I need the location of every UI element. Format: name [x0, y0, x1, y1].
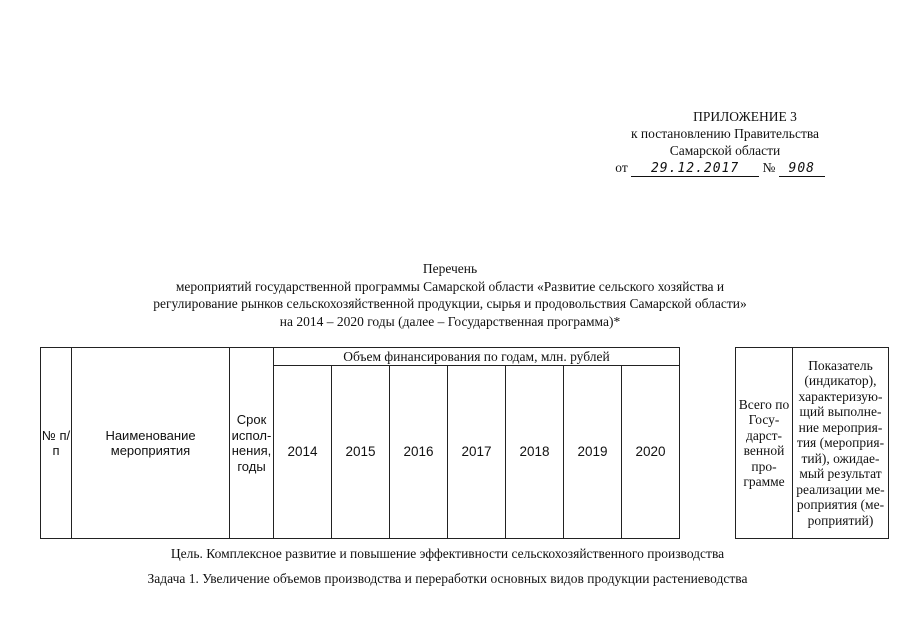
title-line-2: мероприятий государственной программы Самарской области «Развитие сельского хозяйства и	[175, 278, 725, 294]
appendix-region-line: Самарской области	[669, 143, 781, 158]
measures-table	[40, 347, 889, 539]
header-year: 2015	[332, 366, 390, 539]
goal-heading: Цель. Комплексное развитие и повышение эффективности сельскохозяйственного производства	[170, 546, 725, 561]
header-number: № п/п	[41, 348, 72, 539]
header-total: Всего по Госу-дарст-венной про-грамме	[736, 348, 793, 539]
appendix-header	[560, 108, 890, 177]
title-line-3: регулирование рынков сельскохозяйственной продукции, сырья и продовольствия Самарской области»	[153, 296, 747, 311]
header-year: 2017	[448, 366, 506, 539]
handwritten-date: 29.12.2017	[631, 162, 759, 177]
appendix-date-number-line	[550, 159, 890, 177]
title-line-1: Перечень	[422, 261, 478, 276]
header-term: Срок испол-нения, годы	[230, 348, 274, 539]
appendix-resolution-line: к постановлению Правительства	[630, 126, 820, 141]
header-name: Наименование мероприятия	[72, 348, 230, 539]
date-prefix: от	[615, 160, 628, 175]
header-year: 2019	[564, 366, 622, 539]
appendix-title: ПРИЛОЖЕНИЕ 3	[693, 109, 797, 124]
title-line-4: на 2014 – 2020 годы (далее – Государственная программа)*	[279, 313, 621, 329]
handwritten-number: 908	[779, 162, 825, 177]
task-heading: Задача 1. Увеличение объемов производства и переработки основных видов продукции растениеводства	[147, 571, 748, 586]
header-gap	[680, 348, 736, 539]
header-year: 2016	[390, 366, 448, 539]
header-year: 2020	[622, 366, 680, 539]
header-year: 2018	[506, 366, 564, 539]
document-title	[40, 260, 860, 330]
header-financing: Объем финансирования по годам, млн. рублей	[274, 348, 680, 366]
header-year: 2014	[274, 366, 332, 539]
number-prefix: №	[762, 160, 776, 175]
header-indicator: Показатель (индикатор), характеризую-щий выполне-ние мероприя-тия (мероприя-тий), ожидае-мый результат реализации ме-роприятия (ме-роприятий)	[793, 348, 889, 539]
